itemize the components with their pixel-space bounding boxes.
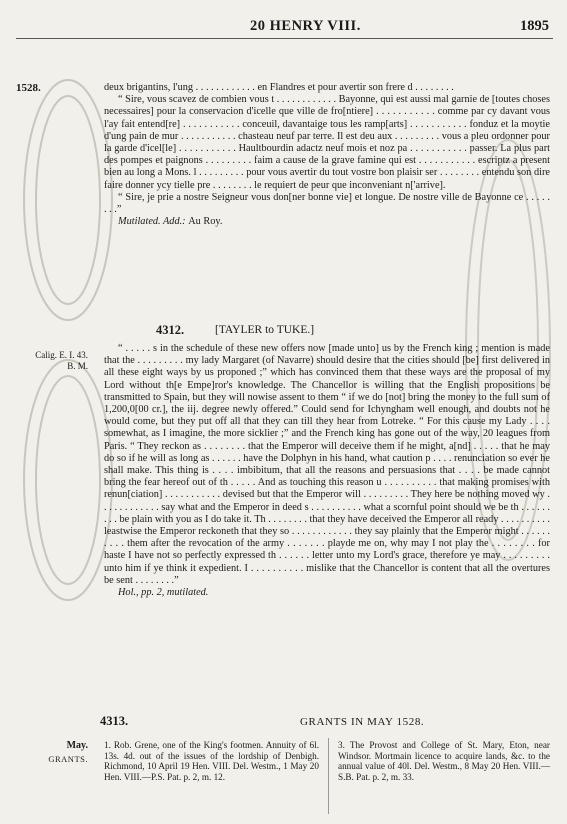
margin-label: GRANTS.	[48, 754, 88, 764]
paragraph: deux brigantins, l'ung . . . . . . . . . . . . en Flandres et pour avertir son frere d . . . . . . . .	[104, 82, 454, 93]
editorial-note: Hol., pp. 2, mutilated.	[118, 587, 209, 599]
grant-item: 1. Rob. Grene, one of the King's footmen. Annuity of 6l. 13s. 4d. out of the issues of the lordship of Denbigh. Richmond, 10 April 19 Hen. VIII. Del. Westm., 1 May 20 Hen. VIII.—P.S. Pat. p. 2, m. 12.	[104, 740, 319, 782]
mutilated-label: Mutilated.	[118, 216, 161, 228]
address-text: Au Roy.	[188, 216, 223, 228]
ms-ref-line: B. M.	[67, 361, 88, 371]
paragraph: “ Sire, je prie a nostre Seigneur vous don[ner bonne vie] et longue. De nostre ville de Bayonne ce . . . . . . . .”	[104, 191, 550, 216]
grant-item: 3. The Provost and College of St. Mary, Eton, near Windsor. Mortmain licence to acquire lands, &c. to the annual value of 40l. Del. Westm., 8 May 20 Hen. VIII.—S.B. Pat. p. 2, m. 33.	[338, 740, 550, 782]
letter-text-english	[104, 343, 550, 599]
ms-ref-line: Calig. E. I. 43.	[35, 350, 88, 360]
entry-number: 4312.	[156, 323, 185, 337]
entry-number: 4313.	[100, 714, 129, 728]
page-number: 1895	[520, 18, 549, 34]
margin-month: May.	[66, 740, 88, 751]
running-head: 20 HENRY VIII.	[250, 18, 361, 34]
header-rule	[16, 38, 553, 39]
year-marker: 1528.	[16, 82, 41, 94]
letter-text-french	[104, 82, 550, 228]
paragraph: “ Sire, vous scavez de combien vous t . . . . . . . . . . . . Bayonne, qui est aussi mal garnie de [toutes choses necessaires] pour la conservacion d'icelle que ville de fro[ntiere] . . . . . . . . . . . comme par cy davant vous l'ay fait entend[re] . . . . . . . . . . . conceuil, davantaige tous les ramp[arts] . . . . . . . . . . . fonduz et la moytie d'ung pain de mur . . . . . . . . . . . chasteau neuf par terre. Il est deu aux . . . . . . . . . vous a pleu ordonner pour la garde d'icel[le] . . . . . . . . . . . Haultbourdin adactz neuf mois et noz pa . . . . . . . . . . . passer. La plus part des pompes et paignons . . . . . . . . . faim a cause de la grave famine qui est . . . . . . . . . . . escriptz a present bien au long a Mons. l . . . . . . . . . pour vous avertir du tout vostre bon plaisir ser . . . . . . . . entendu son dire faire donner ycy tielle pre . . . . . . . . le requiert de peur que inconveniant n['arrive].	[104, 94, 550, 191]
address-label: Add.:	[163, 216, 186, 228]
manuscript-reference	[22, 350, 88, 372]
paragraph: “ . . . . . s in the schedule of these new offers now [made unto] us by the French king ; mention is made that the . . . . . . . . . my lady Margaret (of Navarre) should desire that the cities should [be] first delivered in all these eight ways by us proponed ;” which has convinced them that these ways are the proposal of my Lord without th[e Empe]ror's knowledge. The Chancellor is willing that the English propositions be transmitted to Spain, but they will nowise assent to them “ if we do [not] bring the money to the full sum of 1,200,0[00 cr.], the iij. degree newly offered.” Could send for Ichyngham well enough, and doubts not he would come, but they put off all that they can till they hear from Lotreke. “ For this cause my Lady . . . . somewhat, as I imagine, the more sicklier ;” and the French king has gone out of the way, 20 leagues from Paris. “ They reckon as . . . . . . . . that the Emperor will deceive them if he might, a[nd] . . . . . that he may do so if he will as long as . . . . . . have the Dolphyn in his hand, what caution p . . . . renunciation so ever he shall make. This thing is . . . . imbibitum, that all the reasons and persuasions that . . . . be made cannot bring the fear hereof out of th . . . . . And as touching this reason u . . . . . . . . . . that making promises with renun[ciation] . . . . . . . . . . . devised but that the Emperor will . . . . . . . . . They here be nothing moved wy . . . . . . . . . . . . say what and the Emperor in deed s . . . . . . . . . . what a scornful point should we be th . . . . . . . . . be plain with you as I do take it. Th . . . . . . . . that they have deceived the Emperor all ready . . . . . . . . . . leastwise the Emperor reckoneth that they so . . . . . . . . . . . . they say plainly that the Emperor might . . . . . . . . . . them after the revocation of the army . . . . . . . playde me on, why may I not play the . . . . . . . . for haste I have not so perfectly expressed th . . . . . . letter unto my Lord's grace, therefore ye may . . . . . . . . . unto him if ye think it expedient. I . . . . . . . . . . mislike that the Chancellor is content that all the overtures be sent . . . . . . . .”	[104, 343, 550, 586]
entry-title: [TAYLER to TUKE.]	[215, 324, 315, 336]
editorial-note	[104, 216, 550, 228]
column-divider	[328, 738, 329, 814]
entry-title: GRANTS IN MAY 1528.	[300, 716, 425, 728]
